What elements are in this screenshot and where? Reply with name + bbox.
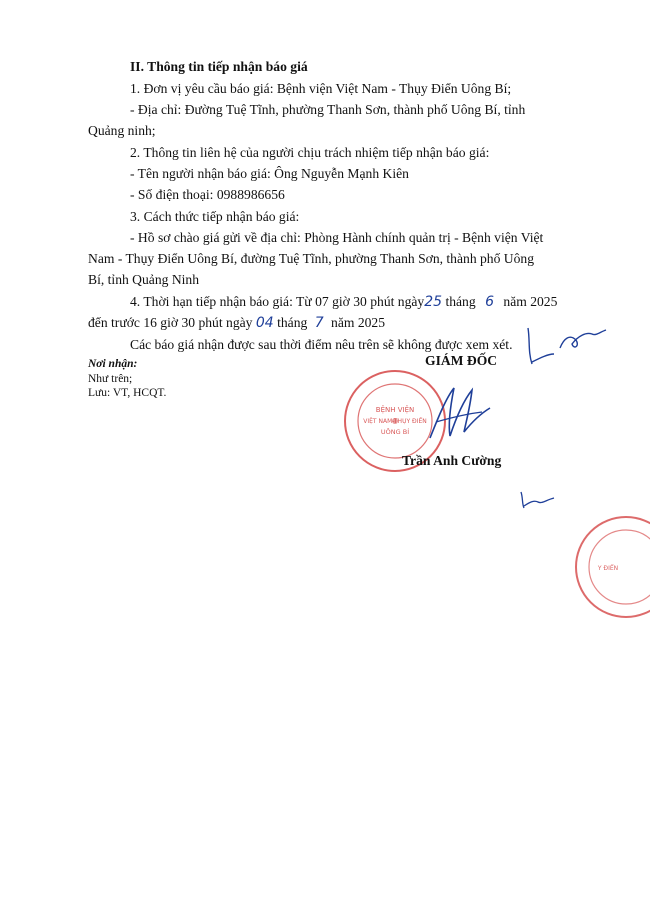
ink-mark (518, 488, 558, 512)
deadline-start-prefix: 4. Thời hạn tiếp nhận báo giá: Từ 07 giờ 30 phút ngày (130, 294, 425, 309)
item-2-contact: 2. Thông tin liên hệ của người chịu trách nhiệm tiếp nhận báo giá: (130, 145, 490, 160)
deadline-start-year: năm 2025 (503, 294, 558, 309)
item-3-method: 3. Cách thức tiếp nhận báo giá: (130, 209, 300, 224)
signer-name: Trần Anh Cường (402, 453, 502, 468)
director-signature (420, 378, 500, 448)
deadline-start-month: 6 (485, 294, 494, 310)
address-line-1: - Địa chỉ: Đường Tuệ Tĩnh, phường Thanh Sơn, thành phố Uông Bí, tỉnh (130, 102, 526, 117)
recipients-line-1: Như trên; (88, 373, 133, 385)
deadline-end-day: 04 (255, 315, 274, 331)
partial-seal (568, 512, 650, 622)
seal-text-3: UÔNG BÍ (380, 428, 410, 436)
initials-signature (520, 318, 610, 368)
item-1-unit: 1. Đơn vị yêu cầu báo giá: Bệnh viện Việt Nam - Thụy Điển Uông Bí; (130, 81, 512, 96)
deadline-start-day: 25 (424, 294, 443, 310)
section-heading: II. Thông tin tiếp nhận báo giá (130, 59, 308, 74)
svg-text:Y ĐIỂN: Y ĐIỂN (597, 565, 619, 572)
seal-text-1: BỆNH VIỆN (375, 406, 415, 414)
deadline-start-month-label: tháng (445, 294, 476, 309)
address-line-2: Quảng ninh; (88, 123, 156, 138)
method-line-3: Bí, tỉnh Quảng Ninh (88, 272, 200, 287)
note-text: Các báo giá nhận được sau thời điểm nêu trên sẽ không được xem xét. (130, 337, 513, 352)
method-line-1: - Hồ sơ chào giá gửi về địa chỉ: Phòng Hành chính quản trị - Bệnh viện Việt (130, 230, 544, 245)
deadline-end-prefix: đến trước 16 giờ 30 phút ngày (88, 315, 253, 330)
recipients-label: Nơi nhận: (88, 358, 138, 370)
method-line-2: Nam - Thụy Điển Uông Bí, đường Tuệ Tĩnh, phường Thanh Sơn, thành phố Uông (88, 251, 535, 266)
deadline-end-year: năm 2025 (331, 315, 386, 330)
deadline-end-month-label: tháng (277, 315, 308, 330)
deadline-end-month: 7 (314, 315, 324, 331)
seal-text-2: VIỆT NAM-THỤY ĐIỂN (363, 418, 427, 425)
receiver-name: - Tên người nhận báo giá: Ông Nguyễn Mạnh Kiên (130, 166, 409, 181)
signature-title: GIÁM ĐỐC (425, 353, 498, 368)
receiver-phone: - Số điện thoại: 0988986656 (130, 187, 285, 202)
deadline-end (88, 314, 385, 332)
deadline-start (130, 293, 557, 311)
recipients-line-2: Lưu: VT, HCQT. (88, 387, 167, 399)
